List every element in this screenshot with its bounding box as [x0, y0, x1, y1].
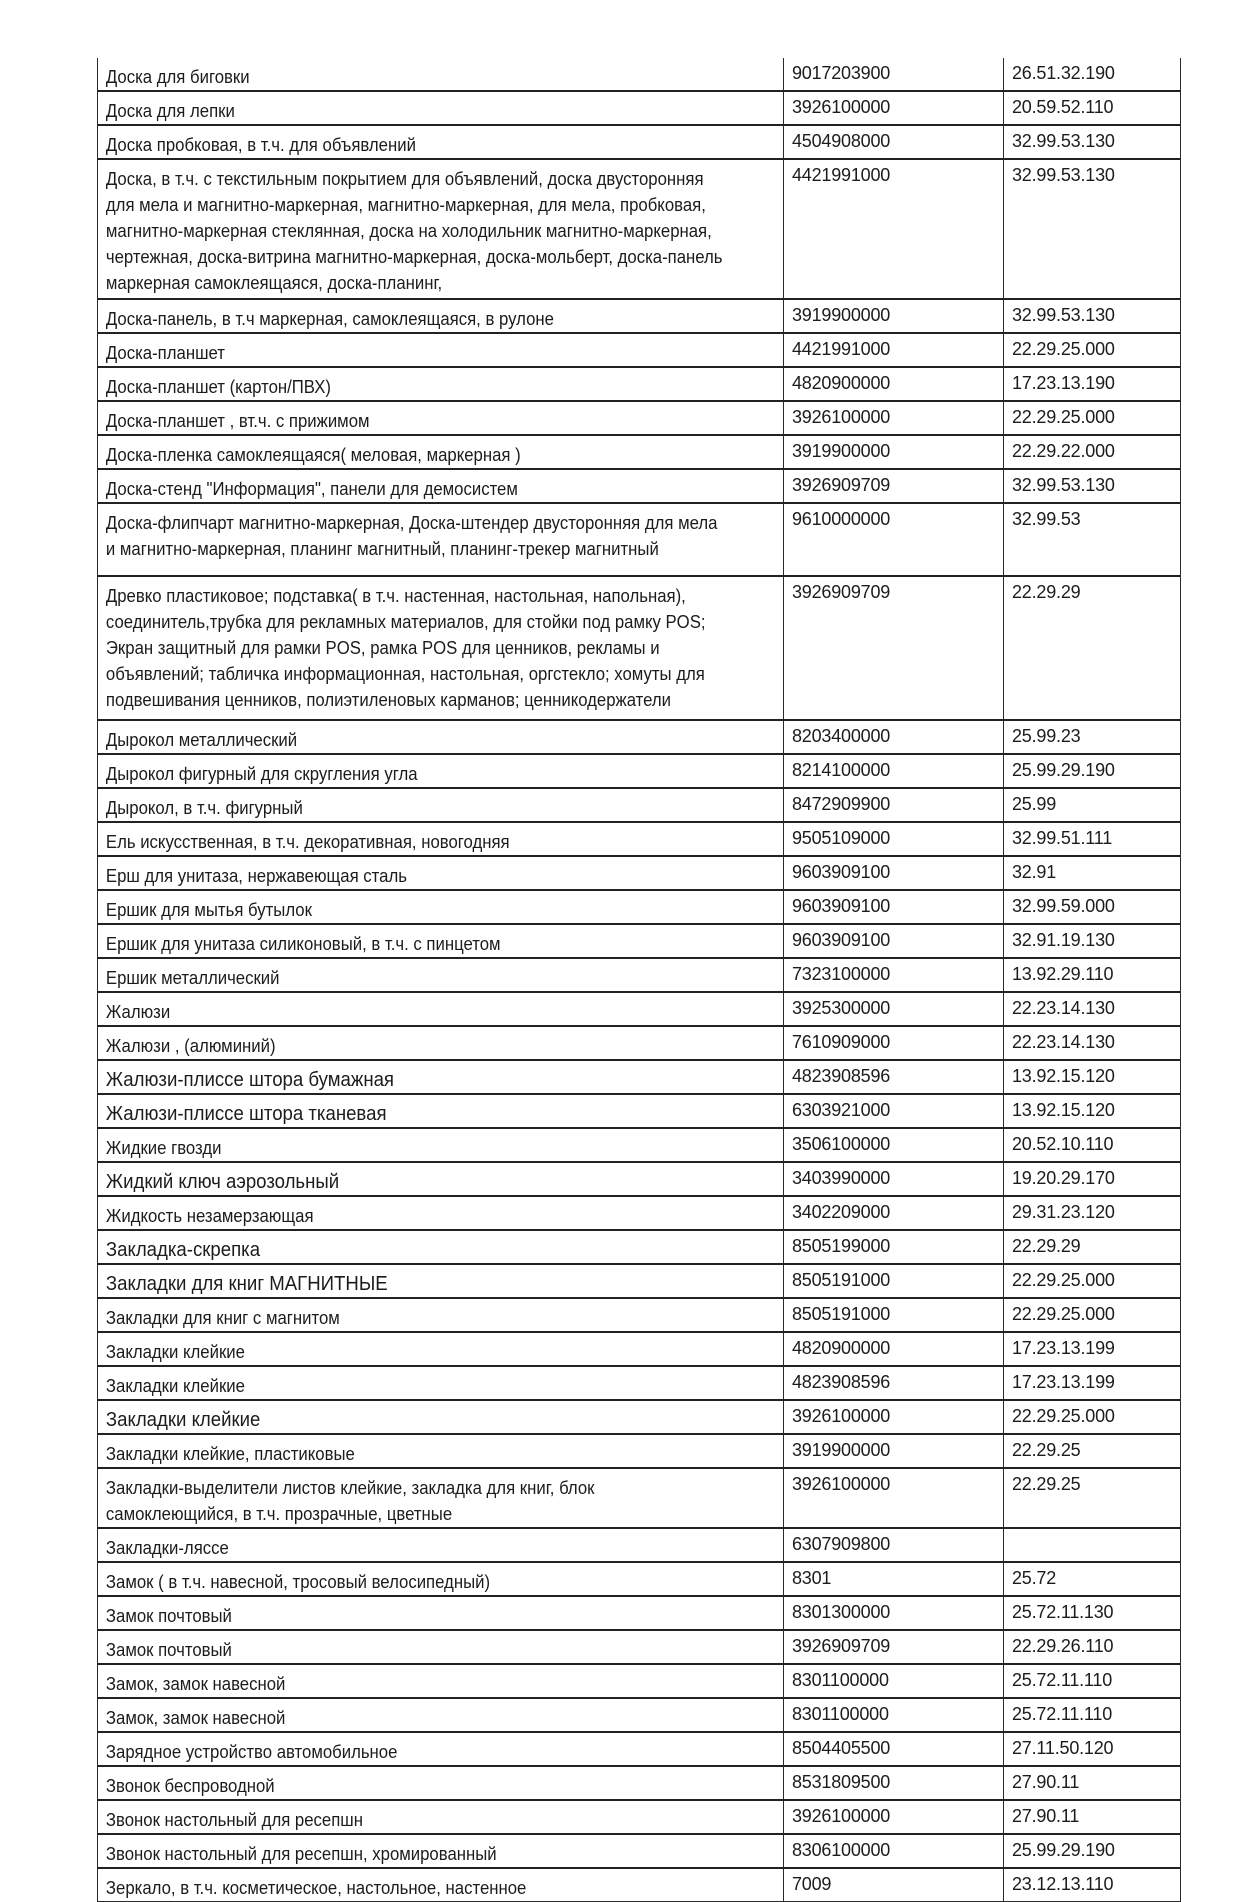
table-row: [98, 367, 1181, 401]
table-row: [98, 1562, 1181, 1596]
okpd2-code-cell: 17.23.13.190: [1004, 367, 1181, 401]
okpd2-code-cell: 22.29.25.000: [1004, 401, 1181, 435]
name-cell: Доска-планшет (картон/ПВХ): [98, 367, 736, 401]
product-codes-table: [97, 58, 1181, 1902]
tnved-code-cell: 3926909709: [784, 469, 1004, 503]
table-row: [98, 856, 1181, 890]
table-row: [98, 91, 1181, 125]
tnved-code-cell: 8505191000: [784, 1264, 1004, 1298]
table-row: [98, 992, 1181, 1026]
tnved-code-cell: 6307909800: [784, 1528, 1004, 1562]
tnved-code-cell: 8505199000: [784, 1230, 1004, 1264]
tnved-code-cell: 6303921000: [784, 1094, 1004, 1128]
name-cell: Закладки-выделители листов клейкие, закладка для книг, блок самоклеющийся, в т.ч. прозрачные, цветные: [98, 1468, 736, 1528]
name-cell: Доска для биговки: [98, 58, 736, 91]
tnved-code-cell: 8472909900: [784, 788, 1004, 822]
table-row: [98, 159, 1181, 299]
table-row: [98, 299, 1181, 333]
name-cell: Ерш для унитаза, нержавеющая сталь: [98, 856, 736, 890]
tnved-code-cell: 3919900000: [784, 299, 1004, 333]
table-row: [98, 1698, 1181, 1732]
name-cell: Жидкий ключ аэрозольный: [98, 1162, 736, 1196]
okpd2-code-cell: 23.12.13.110: [1004, 1868, 1181, 1902]
tnved-code-cell: 8505191000: [784, 1298, 1004, 1332]
name-cell: Дырокол, в т.ч. фигурный: [98, 788, 736, 822]
name-cell: Закладки клейкие, пластиковые: [98, 1434, 736, 1468]
okpd2-code-cell: 13.92.15.120: [1004, 1094, 1181, 1128]
tnved-code-cell: 9505109000: [784, 822, 1004, 856]
table-row: [98, 576, 1181, 720]
name-cell: Доска пробковая, в т.ч. для объявлений: [98, 125, 736, 159]
okpd2-code-cell: 17.23.13.199: [1004, 1332, 1181, 1366]
okpd2-code-cell: 32.99.53.130: [1004, 125, 1181, 159]
okpd2-code-cell: 25.99.29.190: [1004, 1834, 1181, 1868]
name-cell: Замок почтовый: [98, 1596, 736, 1630]
okpd2-code-cell: 27.90.11: [1004, 1766, 1181, 1800]
name-cell: Ель искусственная, в т.ч. декоративная, новогодняя: [98, 822, 736, 856]
name-cell: Закладки клейкие: [98, 1366, 736, 1400]
table-row: [98, 1366, 1181, 1400]
table-row: [98, 1264, 1181, 1298]
name-cell: Дырокол фигурный для скругления угла: [98, 754, 736, 788]
name-cell: Замок почтовый: [98, 1630, 736, 1664]
okpd2-code-cell: 20.59.52.110: [1004, 91, 1181, 125]
table-row: [98, 754, 1181, 788]
table-row: [98, 1868, 1181, 1902]
okpd2-code-cell: 25.99.29.190: [1004, 754, 1181, 788]
tnved-code-cell: 8301: [784, 1562, 1004, 1596]
table-row: [98, 1026, 1181, 1060]
table-row: [98, 503, 1181, 576]
name-cell: Звонок настольный для ресепшн: [98, 1800, 736, 1834]
tnved-code-cell: 4504908000: [784, 125, 1004, 159]
table-row: [98, 401, 1181, 435]
table-row: [98, 125, 1181, 159]
name-cell: Жидкие гвозди: [98, 1128, 736, 1162]
name-cell: Доска-планшет , вт.ч. с прижимом: [98, 401, 736, 435]
okpd2-code-cell: 32.91.19.130: [1004, 924, 1181, 958]
tnved-code-cell: 7009: [784, 1868, 1004, 1902]
okpd2-code-cell: 22.29.29: [1004, 1230, 1181, 1264]
tnved-code-cell: 3926100000: [784, 1800, 1004, 1834]
tnved-code-cell: 9017203900: [784, 58, 1004, 91]
tnved-code-cell: 3926909709: [784, 576, 1004, 720]
okpd2-code-cell: 25.72.11.110: [1004, 1664, 1181, 1698]
name-cell: Жидкость незамерзающая: [98, 1196, 736, 1230]
table-row: [98, 1766, 1181, 1800]
okpd2-code-cell: 25.99: [1004, 788, 1181, 822]
table-row: [98, 1128, 1181, 1162]
table-row: [98, 1630, 1181, 1664]
okpd2-code-cell: 32.99.51.111: [1004, 822, 1181, 856]
okpd2-code-cell: 32.99.53.130: [1004, 299, 1181, 333]
okpd2-code-cell: 29.31.23.120: [1004, 1196, 1181, 1230]
okpd2-code-cell: 25.72: [1004, 1562, 1181, 1596]
name-cell: Доска-флипчарт магнитно-маркерная, Доска-штендер двусторонняя для мела и магнитно-маркерная, планинг магнитный, планинг-трекер магнитный: [98, 503, 736, 576]
okpd2-code-cell: 27.90.11: [1004, 1800, 1181, 1834]
okpd2-code-cell: 22.29.25.000: [1004, 1400, 1181, 1434]
okpd2-code-cell: 27.11.50.120: [1004, 1732, 1181, 1766]
tnved-code-cell: 4823908596: [784, 1366, 1004, 1400]
okpd2-code-cell: 32.99.53: [1004, 503, 1181, 576]
tnved-code-cell: 3926100000: [784, 1400, 1004, 1434]
tnved-code-cell: 8214100000: [784, 754, 1004, 788]
name-cell: Закладки-ляссе: [98, 1528, 736, 1562]
table-row: [98, 1800, 1181, 1834]
table-row: [98, 333, 1181, 367]
tnved-code-cell: 4421991000: [784, 159, 1004, 299]
tnved-code-cell: 3919900000: [784, 435, 1004, 469]
okpd2-code-cell: 22.29.29: [1004, 576, 1181, 720]
table-row: [98, 58, 1181, 91]
table-row: [98, 1400, 1181, 1434]
tnved-code-cell: 8301100000: [784, 1664, 1004, 1698]
tnved-code-cell: 4820900000: [784, 1332, 1004, 1366]
tnved-code-cell: 3926100000: [784, 91, 1004, 125]
okpd2-code-cell: 22.29.22.000: [1004, 435, 1181, 469]
okpd2-code-cell: 22.29.25.000: [1004, 1298, 1181, 1332]
table-row: [98, 1834, 1181, 1868]
table-row: [98, 1196, 1181, 1230]
tnved-code-cell: 7610909000: [784, 1026, 1004, 1060]
okpd2-code-cell: 13.92.29.110: [1004, 958, 1181, 992]
name-cell: Доска для лепки: [98, 91, 736, 125]
table-row: [98, 1528, 1181, 1562]
okpd2-code-cell: 17.23.13.199: [1004, 1366, 1181, 1400]
tnved-code-cell: 3926909709: [784, 1630, 1004, 1664]
name-cell: Ершик для мытья бутылок: [98, 890, 736, 924]
tnved-code-cell: 9610000000: [784, 503, 1004, 576]
okpd2-code-cell: 13.92.15.120: [1004, 1060, 1181, 1094]
tnved-code-cell: 3926100000: [784, 1468, 1004, 1528]
table-row: [98, 788, 1181, 822]
name-cell: Доска-планшет: [98, 333, 736, 367]
okpd2-code-cell: 22.29.25.000: [1004, 1264, 1181, 1298]
table-row: [98, 1596, 1181, 1630]
okpd2-code-cell: 19.20.29.170: [1004, 1162, 1181, 1196]
table-row: [98, 822, 1181, 856]
name-cell: Доска-стенд "Информация", панели для демосистем: [98, 469, 736, 503]
tnved-code-cell: 8306100000: [784, 1834, 1004, 1868]
table-row: [98, 958, 1181, 992]
table-body: [98, 58, 1181, 1902]
table-row: [98, 1060, 1181, 1094]
table-row: [98, 720, 1181, 754]
name-cell: Закладки клейкие: [98, 1400, 736, 1434]
table-row: [98, 435, 1181, 469]
table-row: [98, 1732, 1181, 1766]
okpd2-code-cell: [1004, 1528, 1181, 1562]
table-row: [98, 1162, 1181, 1196]
tnved-code-cell: 3926100000: [784, 401, 1004, 435]
okpd2-code-cell: 22.23.14.130: [1004, 992, 1181, 1026]
tnved-code-cell: 3506100000: [784, 1128, 1004, 1162]
okpd2-code-cell: 32.99.53.130: [1004, 159, 1181, 299]
tnved-code-cell: 4421991000: [784, 333, 1004, 367]
tnved-code-cell: 9603909100: [784, 856, 1004, 890]
name-cell: Замок, замок навесной: [98, 1664, 736, 1698]
okpd2-code-cell: 25.99.23: [1004, 720, 1181, 754]
name-cell: Закладки для книг с магнитом: [98, 1298, 736, 1332]
name-cell: Жалюзи , (алюминий): [98, 1026, 736, 1060]
name-cell: Замок ( в т.ч. навесной, тросовый велосипедный): [98, 1562, 736, 1596]
tnved-code-cell: 8301100000: [784, 1698, 1004, 1732]
okpd2-code-cell: 25.72.11.110: [1004, 1698, 1181, 1732]
okpd2-code-cell: 32.91: [1004, 856, 1181, 890]
tnved-code-cell: 3925300000: [784, 992, 1004, 1026]
name-cell: Дырокол металлический: [98, 720, 736, 754]
name-cell: Зарядное устройство автомобильное: [98, 1732, 736, 1766]
table-row: [98, 1230, 1181, 1264]
table-row: [98, 924, 1181, 958]
okpd2-code-cell: 22.23.14.130: [1004, 1026, 1181, 1060]
name-cell: Доска-панель, в т.ч маркерная, самоклеящаяся, в рулоне: [98, 299, 736, 333]
okpd2-code-cell: 22.29.25.000: [1004, 333, 1181, 367]
tnved-code-cell: 7323100000: [784, 958, 1004, 992]
name-cell: Ершик металлический: [98, 958, 736, 992]
name-cell: Доска, в т.ч. с текстильным покрытием для объявлений, доска двусторонняя для мела и магнитно-маркерная, магнитно-маркерная, для мела, пробковая, магнитно-маркерная стеклянная, доска на холодильник магнитно-маркерная, чертежная, доска-витрина магнитно-маркерная, доска-мольберт, доска-панель маркерная самоклеящаяся, доска-планинг,: [98, 159, 736, 299]
table-row: [98, 1332, 1181, 1366]
okpd2-code-cell: 32.99.53.130: [1004, 469, 1181, 503]
name-cell: Доска-пленка самоклеящаяся( меловая, маркерная ): [98, 435, 736, 469]
table-row: [98, 469, 1181, 503]
okpd2-code-cell: 32.99.59.000: [1004, 890, 1181, 924]
tnved-code-cell: 8203400000: [784, 720, 1004, 754]
name-cell: Закладки для книг МАГНИТНЫЕ: [98, 1264, 736, 1298]
name-cell: Замок, замок навесной: [98, 1698, 736, 1732]
okpd2-code-cell: 22.29.25: [1004, 1468, 1181, 1528]
name-cell: Ершик для унитаза силиконовый, в т.ч. с пинцетом: [98, 924, 736, 958]
name-cell: Закладки клейкие: [98, 1332, 736, 1366]
tnved-code-cell: 8504405500: [784, 1732, 1004, 1766]
name-cell: Звонок настольный для ресепшн, хромированный: [98, 1834, 736, 1868]
tnved-code-cell: 3919900000: [784, 1434, 1004, 1468]
name-cell: Жалюзи-плиссе штора бумажная: [98, 1060, 736, 1094]
name-cell: Жалюзи: [98, 992, 736, 1026]
tnved-code-cell: 9603909100: [784, 890, 1004, 924]
okpd2-code-cell: 26.51.32.190: [1004, 58, 1181, 91]
tnved-code-cell: 3402209000: [784, 1196, 1004, 1230]
okpd2-code-cell: 22.29.25: [1004, 1434, 1181, 1468]
tnved-code-cell: 9603909100: [784, 924, 1004, 958]
table-row: [98, 1468, 1181, 1528]
table-row: [98, 1664, 1181, 1698]
name-cell: Жалюзи-плиссе штора тканевая: [98, 1094, 736, 1128]
table-row: [98, 1094, 1181, 1128]
table-row: [98, 1298, 1181, 1332]
name-cell: Зеркало, в т.ч. косметическое, настольное, настенное: [98, 1868, 736, 1902]
name-cell: Звонок беспроводной: [98, 1766, 736, 1800]
table-row: [98, 1434, 1181, 1468]
name-cell: Закладка-скрепка: [98, 1230, 736, 1264]
name-cell: Древко пластиковое; подставка( в т.ч. настенная, настольная, напольная), соединитель,трубка для рекламных материалов, для стойки под рамку POS; Экран защитный для рамки POS, рамка POS для ценников, рекламы и объявлений; табличка информационная, настольная, оргстекло; хомуты для подвешивания ценников, полиэтиленовых карманов; ценникодержатели: [98, 576, 736, 720]
tnved-code-cell: 3403990000: [784, 1162, 1004, 1196]
tnved-code-cell: 4823908596: [784, 1060, 1004, 1094]
okpd2-code-cell: 22.29.26.110: [1004, 1630, 1181, 1664]
tnved-code-cell: 8531809500: [784, 1766, 1004, 1800]
tnved-code-cell: 8301300000: [784, 1596, 1004, 1630]
tnved-code-cell: 4820900000: [784, 367, 1004, 401]
table-row: [98, 890, 1181, 924]
okpd2-code-cell: 25.72.11.130: [1004, 1596, 1181, 1630]
okpd2-code-cell: 20.52.10.110: [1004, 1128, 1181, 1162]
